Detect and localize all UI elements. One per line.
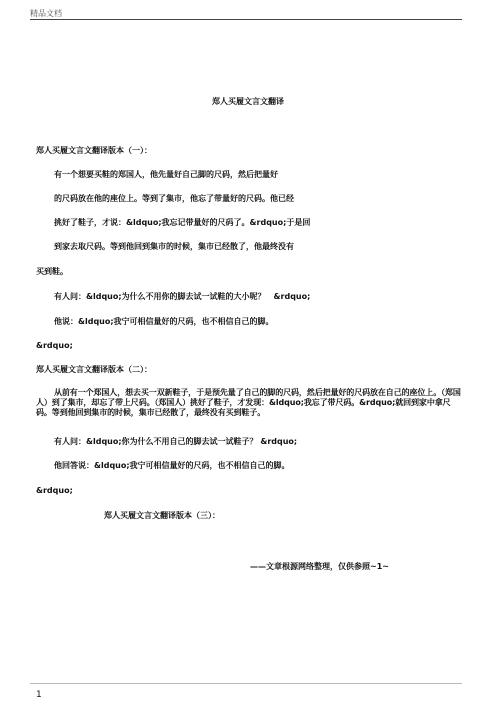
version-2-paragraph: 从前有一个郑国人，想去买一双新鞋子，于是预先量了自己的脚的尺码，然后把量好的尺码放在自己的座位上。（郑国人）到了集市，却忘了带上尺码。（郑国人）挑好了鞋子，才发现：&ldquo;我忘了带尺码。&rdquo;就回到家中拿尺码。等到他回到集市的时候，集市已经散了，最终没有买到鞋子。 [36, 388, 461, 417]
source-note: ——文章根源网络整理，仅供参照~1~ [250, 562, 389, 571]
document-header-label: 精品文档 [30, 9, 62, 18]
page-number: 1 [36, 690, 42, 700]
version-2-heading: 郑人买履文言文翻译版本（二）： [36, 365, 152, 374]
header-divider [30, 19, 462, 20]
version-3-heading: 郑人买履文言文翻译版本（三）： [104, 511, 220, 520]
version-2-question: 有人问：&ldquo;你为什么不用自己的脚去试一试鞋子？ &rdquo; [54, 437, 298, 446]
version-2-answer: 他回答说：&ldquo;我宁可相信量好的尺码，也不相信自己的脚。 [54, 461, 290, 470]
version-2-closing-quote: &rdquo; [36, 486, 73, 495]
version-1-line-5: 买到鞋。 [36, 267, 68, 276]
version-1-line-3: 挑好了鞋子，才说：&ldquo;我忘记带量好的尺码了。&rdquo;于是回 [54, 218, 311, 227]
version-1-closing-quote: &rdquo; [36, 341, 73, 350]
version-1-line-4: 到家去取尺码。等到他回到集市的时候，集市已经散了，他最终没有 [54, 242, 294, 251]
footer-divider [30, 683, 462, 684]
version-1-line-1: 有一个想要买鞋的郑国人，他先量好自己脚的尺码，然后把量好 [54, 170, 278, 179]
version-1-heading: 郑人买履文言文翻译版本（一）： [36, 146, 152, 155]
document-title: 郑人买履文言文翻译 [212, 97, 284, 106]
version-1-question: 有人问：&ldquo;为什么不用你的脚去试一试鞋的大小呢？ &rdquo; [54, 292, 311, 301]
version-1-answer: 他说：&ldquo;我宁可相信量好的尺码，也不相信自己的脚。 [54, 317, 274, 326]
version-1-line-2: 的尺码放在他的座位上。等到了集市，他忘了带量好的尺码。他已经 [54, 194, 294, 203]
